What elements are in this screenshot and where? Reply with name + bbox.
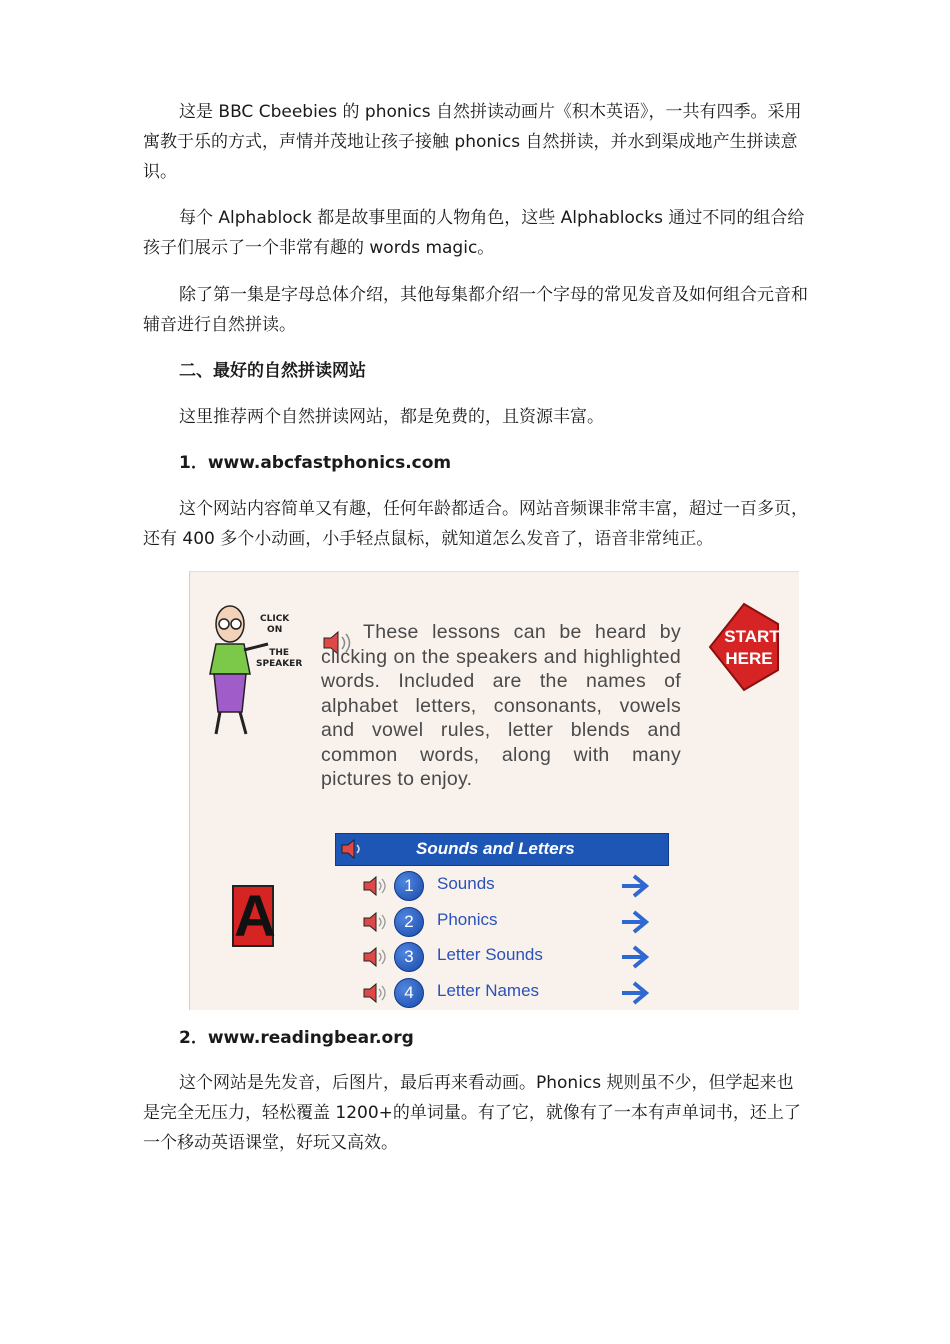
episode-paragraph: 除了第一集是字母总体介绍，其他每集都介绍一个字母的常见发音及如何组合元音和辅音进行自然拼读。 [143, 285, 808, 335]
callout-click-on [260, 614, 289, 636]
site-2-heading: 2．www.readingbear.org [179, 1028, 414, 1048]
menu-label[interactable]: Letter Names [437, 981, 540, 1000]
start-here-arrow-icon[interactable] [706, 602, 782, 692]
menu-title: Sounds and Letters [416, 839, 575, 858]
recommend-paragraph: 这里推荐两个自然拼读网站，都是免费的，且资源丰富。 [179, 407, 604, 427]
arrow-right-icon[interactable] [620, 873, 650, 899]
start-label: START [724, 627, 780, 646]
here-label: HERE [725, 649, 773, 668]
menu-number: 4 [394, 978, 424, 1008]
menu-item-letter-names[interactable] [362, 978, 652, 1008]
sounds-letters-bar[interactable] [335, 833, 669, 866]
row-speaker-icon[interactable] [362, 982, 390, 1004]
site-2-paragraph: 这个网站是先发音，后图片，最后再来看动画。Phonics 规则虽不少，但学起来也是完全无压力，轻松覆盖 1200+的单词量。有了它，就像有了一本有声单词书，还上了一个移动英语课堂，好玩又高效。 [143, 1073, 801, 1153]
menu-number: 2 [394, 907, 424, 937]
menu-number: 3 [394, 942, 424, 972]
alphablock-paragraph: 每个 Alphablock 都是故事里面的人物角色，这些 Alphablocks 通过不同的组合给孩子们展示了一个非常有趣的 words magic。 [143, 208, 805, 258]
row-speaker-icon[interactable] [362, 946, 390, 968]
lesson-description[interactable] [321, 620, 681, 792]
arrow-right-icon[interactable] [620, 944, 650, 970]
letter-a-glyph: A [234, 884, 276, 949]
callout-line-2: ON [267, 625, 283, 635]
lesson-description-text[interactable]: These lessons can be heard by clicking on the speakers and highlighted words. Included are the names of alphabet letters, consonants, vowels and vowel rules, letter blends and common words, along with many pictures to enjoy. [321, 621, 681, 790]
menu-item-sounds[interactable] [362, 871, 652, 901]
letter-a-block [232, 885, 274, 947]
site-1-heading: 1．www.abcfastphonics.com [179, 453, 452, 473]
row-speaker-icon[interactable] [362, 875, 390, 897]
menu-item-letter-sounds[interactable] [362, 942, 652, 972]
site-1-paragraph: 这个网站内容简单又有趣，任何年龄都适合。网站音频课非常丰富，超过一百多页，还有 400 多个小动画，小手轻点鼠标，就知道怎么发音了，语音非常纯正。 [143, 499, 808, 549]
intro-paragraph: 这是 BBC Cbeebies 的 phonics 自然拼读动画片《积木英语》，一共有四季。采用寓教于乐的方式，声情并茂地让孩子接触 phonics 自然拼读，并水到渠成地产生拼读意识。 [143, 102, 802, 182]
arrow-right-icon[interactable] [620, 909, 650, 935]
menu-item-phonics[interactable] [362, 907, 652, 937]
menu-label[interactable]: Letter Sounds [437, 945, 543, 964]
callout-line-3: THE [269, 648, 290, 658]
menu-label[interactable]: Sounds [437, 874, 495, 893]
callout-line-4: SPEAKER [256, 659, 303, 669]
section-heading: 二、最好的自然拼读网站 [179, 361, 366, 381]
bar-speaker-icon[interactable] [340, 839, 364, 859]
menu-label[interactable]: Phonics [437, 910, 498, 929]
menu-number: 1 [394, 871, 424, 901]
callout-line-1: CLICK [260, 614, 290, 624]
start-here-sign[interactable] [706, 602, 782, 696]
website-screenshot [189, 571, 799, 1010]
row-speaker-icon[interactable] [362, 911, 390, 933]
callout-the-speaker [256, 648, 302, 670]
arrow-right-icon[interactable] [620, 980, 650, 1006]
